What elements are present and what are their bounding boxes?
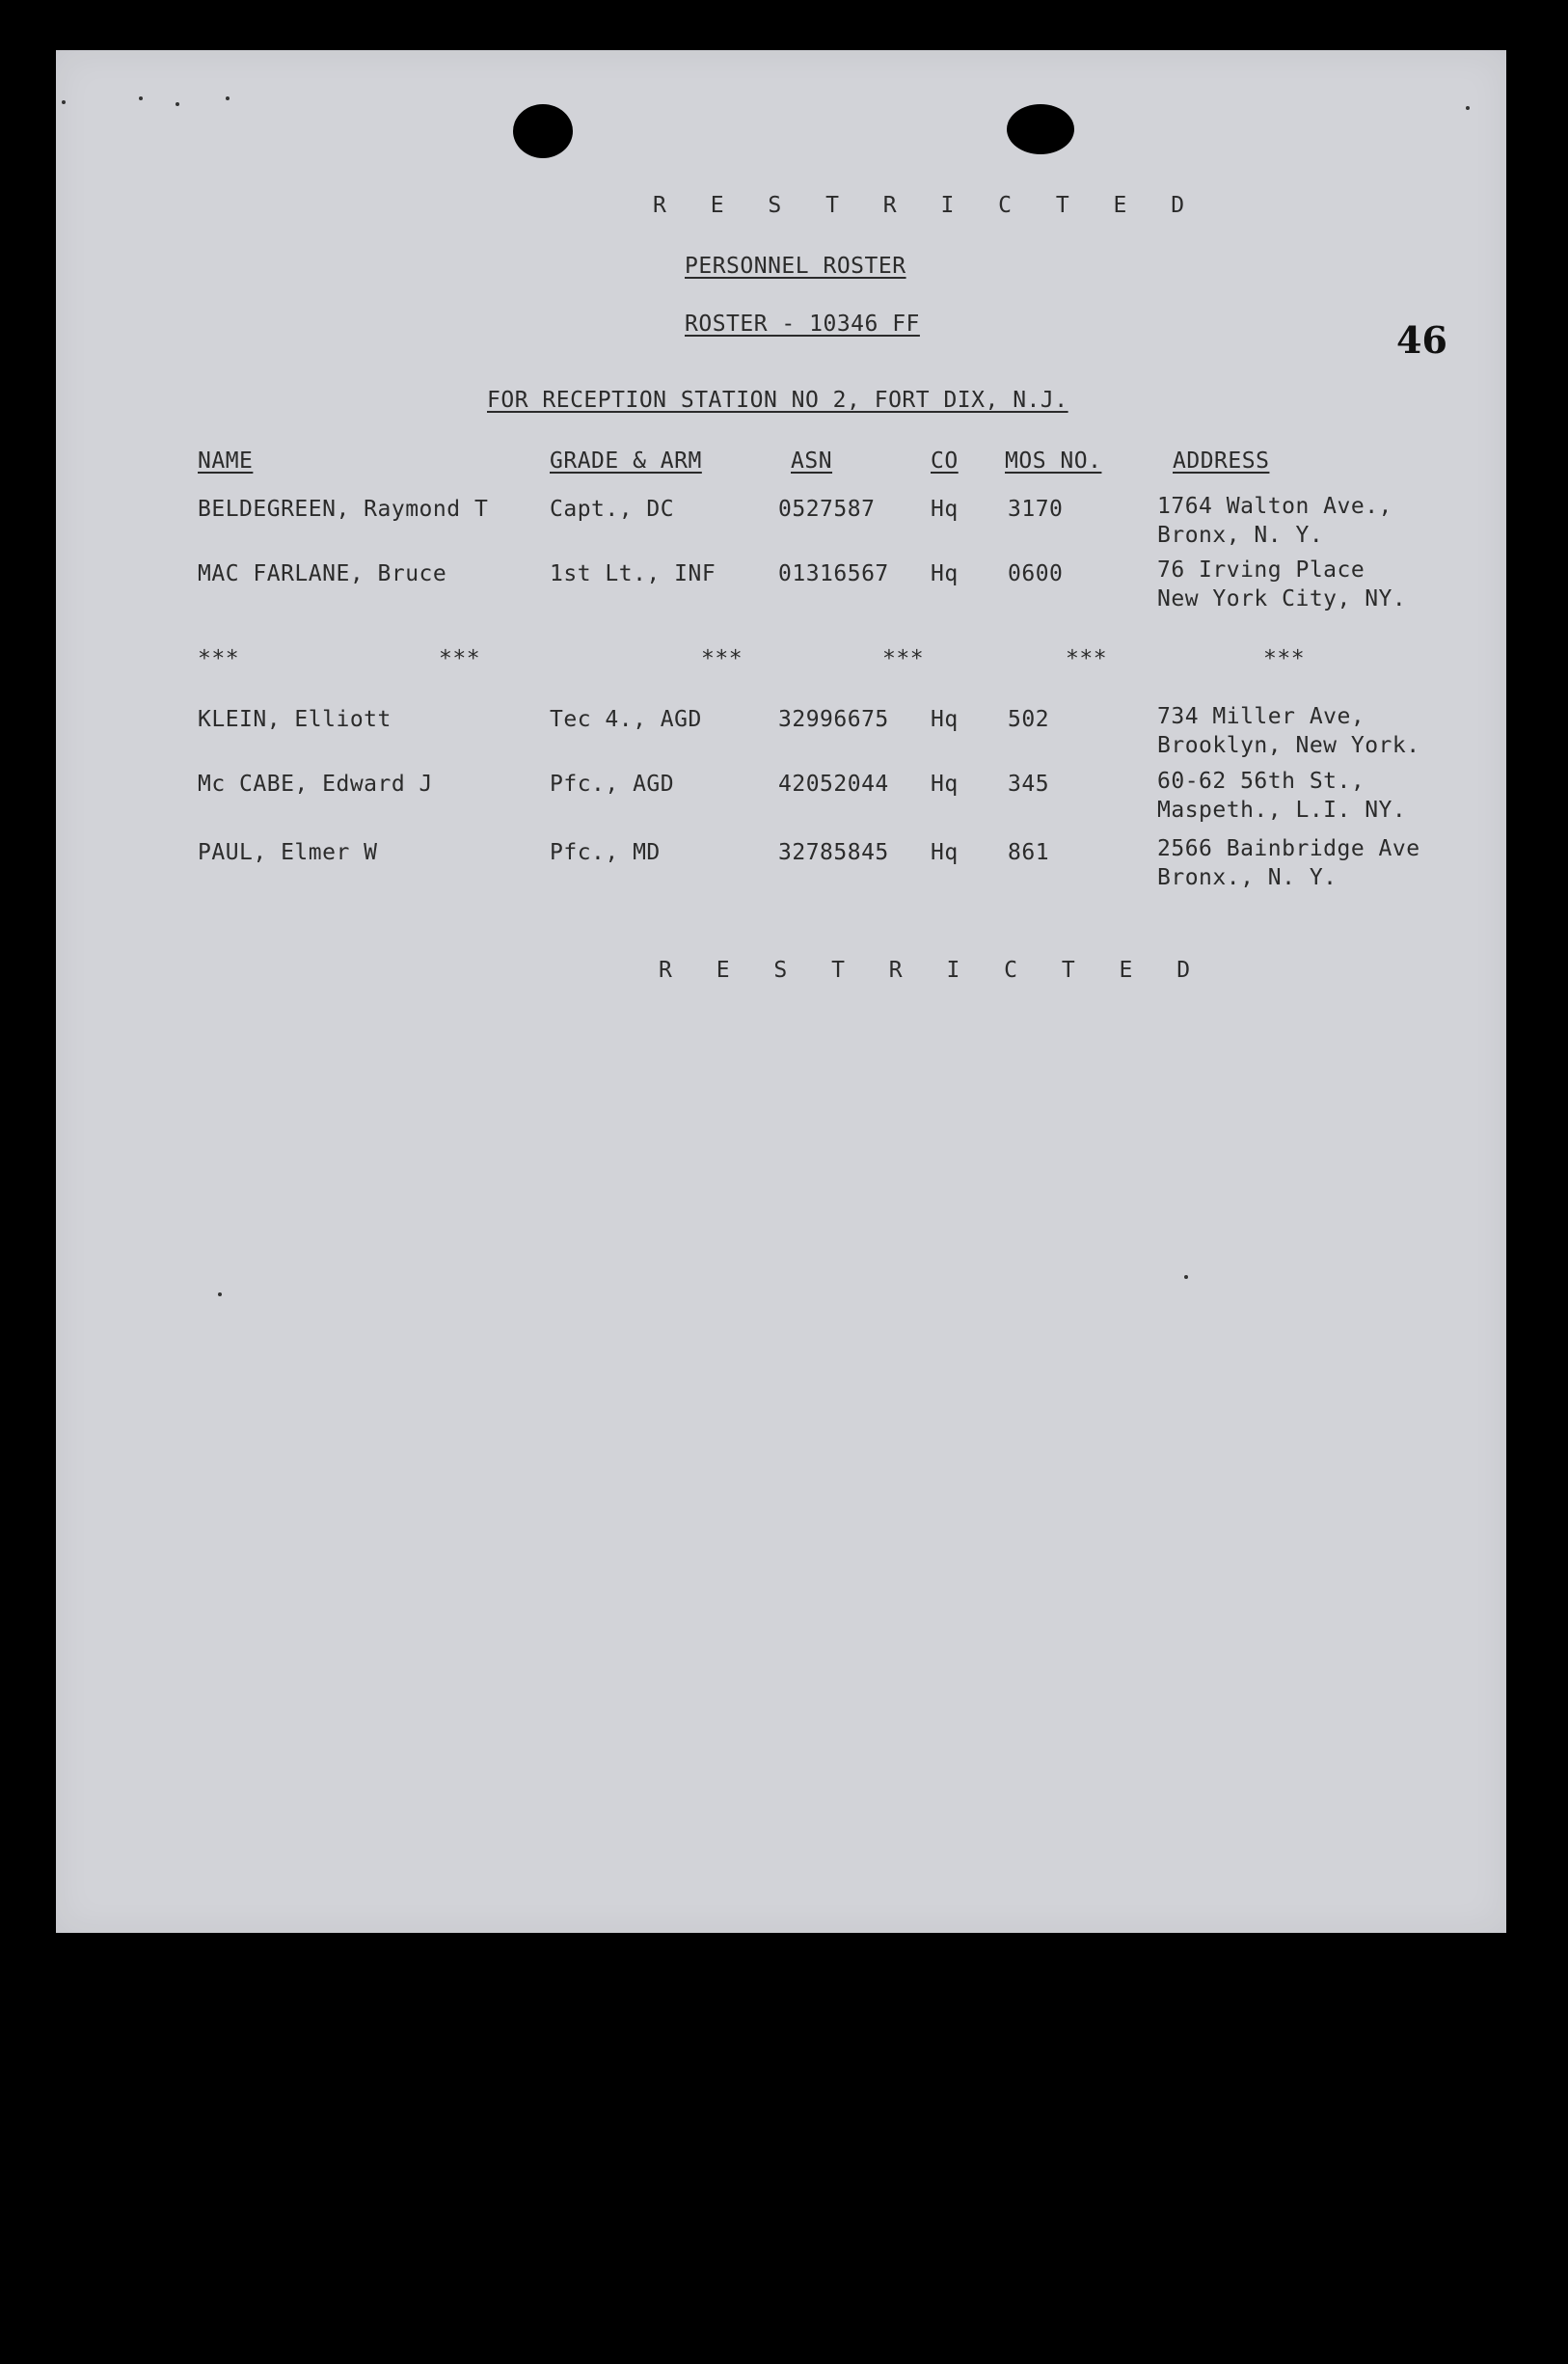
row-mos: 0600 [1008, 561, 1064, 586]
punch-hole [1007, 104, 1074, 154]
row-address-line1: 76 Irving Place [1157, 557, 1365, 583]
station-line: FOR RECEPTION STATION NO 2, FORT DIX, N.J. [487, 388, 1068, 413]
row-address-line2: New York City, NY. [1157, 586, 1407, 611]
header-restricted: R E S T R I C T E D [653, 193, 1201, 218]
row-name: PAUL, Elmer W [198, 840, 378, 865]
row-mos: 502 [1008, 707, 1050, 732]
row-name: KLEIN, Elliott [198, 707, 392, 732]
row-address-line2: Maspeth., L.I. NY. [1157, 798, 1407, 823]
separator: *** [198, 646, 240, 671]
speck [139, 96, 143, 100]
row-co: Hq [931, 840, 959, 865]
row-co: Hq [931, 707, 959, 732]
speck [218, 1292, 222, 1296]
speck [1466, 106, 1470, 110]
separator: *** [701, 646, 743, 671]
row-asn: 32996675 [778, 707, 889, 732]
punch-hole [513, 104, 573, 158]
row-co: Hq [931, 772, 959, 797]
row-address-line2: Bronx., N. Y. [1157, 865, 1338, 890]
row-address-line1: 60-62 56th St., [1157, 769, 1365, 794]
footer-restricted: R E S T R I C T E D [659, 958, 1206, 983]
column-header-mos: MOS NO. [1005, 448, 1102, 474]
row-mos: 861 [1008, 840, 1050, 865]
row-name: BELDEGREEN, Raymond T [198, 497, 489, 522]
row-mos: 345 [1008, 772, 1050, 797]
speck [1184, 1275, 1188, 1279]
row-address-line2: Bronx, N. Y. [1157, 523, 1324, 548]
row-asn: 0527587 [778, 497, 876, 522]
separator: *** [1263, 646, 1306, 671]
roster-number: ROSTER - 10346 FF [685, 312, 920, 337]
separator: *** [439, 646, 481, 671]
row-name: MAC FARLANE, Bruce [198, 561, 447, 586]
row-address-line2: Brooklyn, New York. [1157, 733, 1420, 758]
row-grade: 1st Lt., INF [550, 561, 716, 586]
row-asn: 42052044 [778, 772, 889, 797]
row-asn: 01316567 [778, 561, 889, 586]
column-header-name: NAME [198, 448, 254, 474]
speck [62, 100, 66, 104]
row-name: Mc CABE, Edward J [198, 772, 433, 797]
separator: *** [882, 646, 925, 671]
row-address-line1: 2566 Bainbridge Ave [1157, 836, 1420, 861]
row-grade: Capt., DC [550, 497, 675, 522]
speck [176, 102, 179, 106]
column-header-co: CO [931, 448, 959, 474]
row-grade: Pfc., AGD [550, 772, 675, 797]
row-mos: 3170 [1008, 497, 1064, 522]
page-number: 46 [1396, 318, 1447, 362]
separator: *** [1066, 646, 1108, 671]
row-address-line1: 1764 Walton Ave., [1157, 494, 1392, 519]
row-grade: Tec 4., AGD [550, 707, 702, 732]
column-header-asn: ASN [791, 448, 833, 474]
row-grade: Pfc., MD [550, 840, 661, 865]
speck [226, 96, 230, 100]
document-title: PERSONNEL ROSTER [685, 254, 906, 279]
column-header-address: ADDRESS [1173, 448, 1270, 474]
row-address-line1: 734 Miller Ave, [1157, 704, 1365, 729]
row-co: Hq [931, 561, 959, 586]
column-header-grade: GRADE & ARM [550, 448, 702, 474]
row-co: Hq [931, 497, 959, 522]
row-asn: 32785845 [778, 840, 889, 865]
